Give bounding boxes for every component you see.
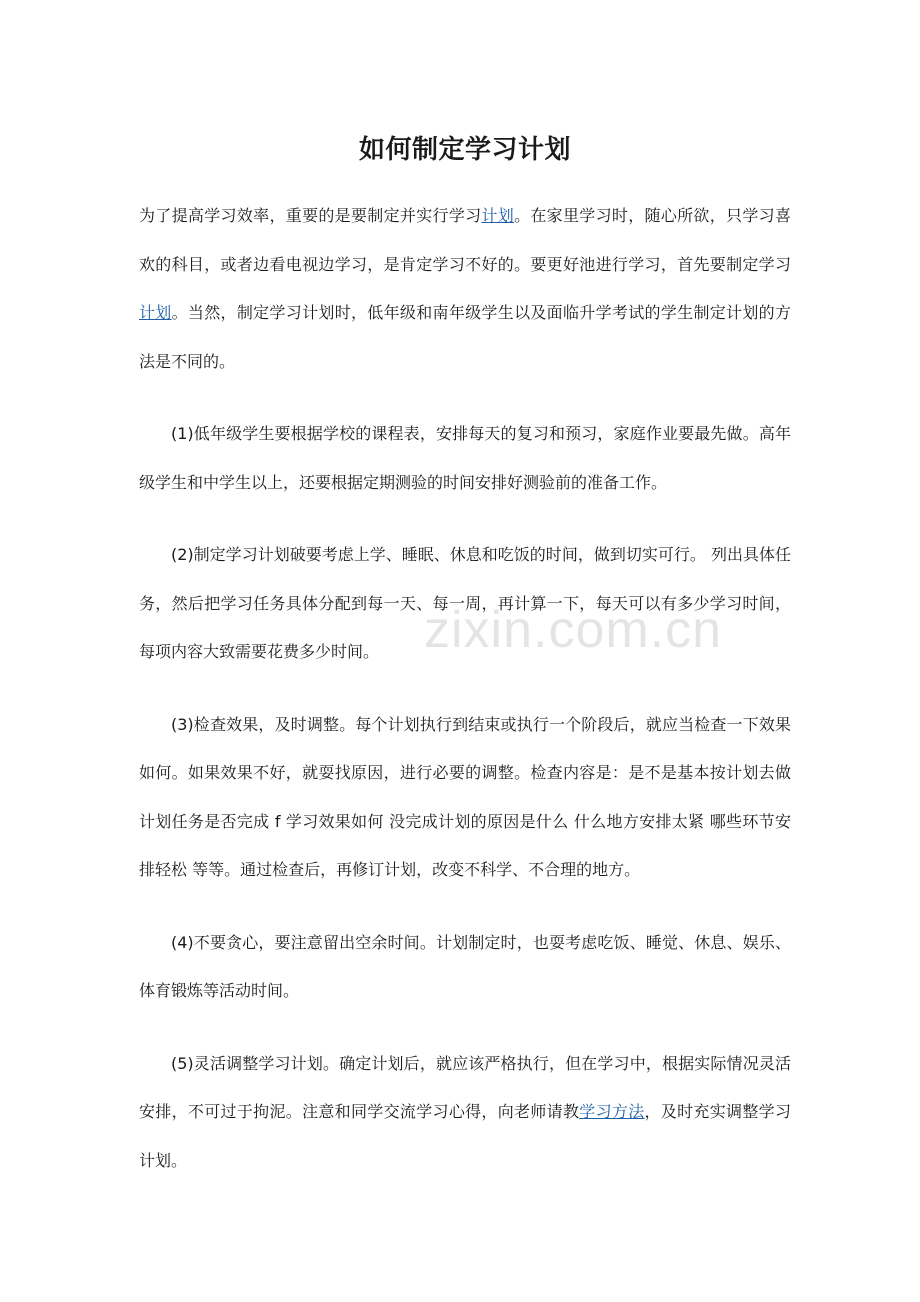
document-page <box>139 128 791 1209</box>
plan-link-2[interactable]: 计划 <box>139 303 172 322</box>
watermark: zixin.com.cn <box>424 601 723 659</box>
page-title: 如何制定学习计划 <box>358 135 571 165</box>
paragraph-4: (4)不要贪心，要注意留出空余时间。计划制定时，也耍考虑吃饭、睡觉、休息、娱乐、体育锻炼等活动时间。 <box>139 932 791 1000</box>
paragraph-5-text-2: ，及时充实调整学习计划。 <box>139 1102 791 1170</box>
intro-paragraph <box>139 192 791 386</box>
study-method-link[interactable]: 学习方法 <box>579 1102 645 1121</box>
paragraph-1: (1)低年级学生要根据学校的课程表，安排每天的复习和预习，家庭作业要最先做。高年级学生和中学生以上，还要根据定期测验的时间安排好测验前的准备工作。 <box>139 424 791 492</box>
paragraph-5 <box>139 1040 791 1186</box>
intro-text-1: 为了提高学习效率，重要的是要制定并实行学习 <box>139 206 482 225</box>
intro-text-3: 。当然，制定学习计划时，低年级和南年级学生以及面临升学考试的学生制定计划的方法是不同的。 <box>139 303 791 371</box>
intro-text-2: 。在家里学习时，随心所欲，只学习喜欢的科目，或者边看电视边学习，是肯定学习不好的。要更好池进行学习，首先要制定学习 <box>139 206 791 274</box>
paragraph-5-text-1: (5)灵活调整学习计划。确定计划后，就应该严格执行，但在学习中，根据实际情况灵活安排，不可过于拘泥。注意和同学交流学习心得，向老师请教 <box>139 1053 791 1121</box>
plan-link-1[interactable]: 计划 <box>481 206 515 225</box>
paragraph-2: (2)制定学习计划破要考虑上学、睡眠、休息和吃饭的时间，做到切实可行。 列出具体任务，然后把学习任务具体分配到每一天、每一周，再计算一下，每天可以有多少学习时间，每项内容大致需要花费多少时间。 <box>139 545 791 661</box>
paragraph-3: (3)检查效果，及时调整。每个计划执行到结束或执行一个阶段后，就应当检查一下效果如何。如果效果不好，就耍找原因，进行必要的调整。检查内容是：是不是基本按计划去做 计划任务是否完成 f 学习效果如何 没完成计划的原因是什么 什么地方安排太紧 哪些环节安排轻松 等等。通过检查后，再修订计划，改变不科学、不合理的地方。 <box>139 714 791 879</box>
